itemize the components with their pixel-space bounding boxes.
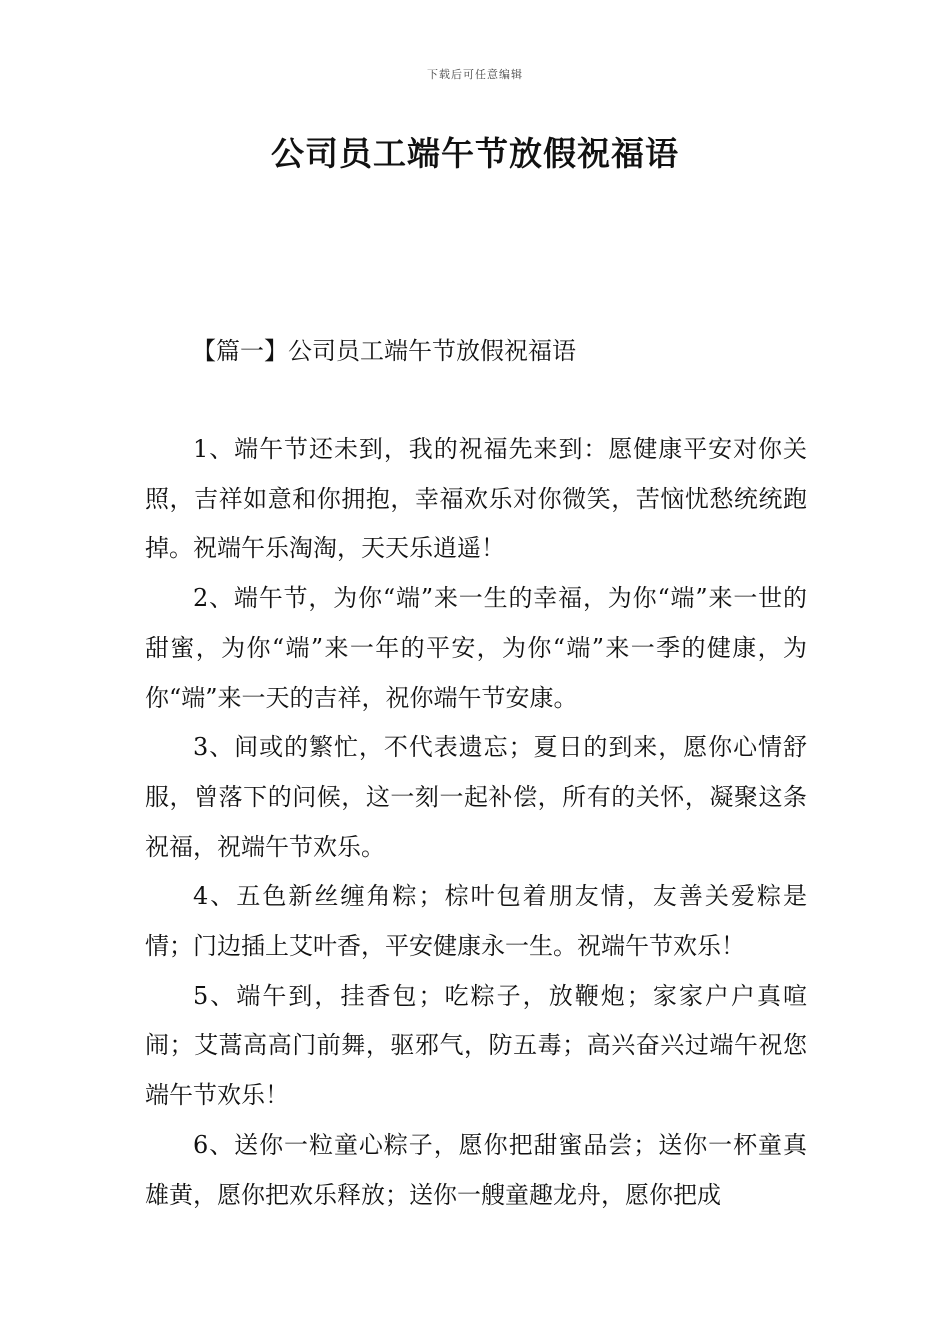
paragraph-6: 6、送你一粒童心粽子，愿你把甜蜜品尝；送你一杯童真雄黄，愿你把欢乐释放；送你一艘童趣龙舟，愿你把成 xyxy=(145,1130,807,1209)
paragraph-2: 2、端午节，为你“端”来一生的幸福，为你“端”来一世的甜蜜，为你“端”来一年的平安，为你“端”来一季的健康，为你“端”来一天的吉祥，祝你端午节安康。 xyxy=(145,584,807,712)
paragraph-4: 4、五色新丝缠角粽；棕叶包着朋友情，友善关爱粽是情；门边插上艾叶香，平安健康永一生。祝端午节欢乐！ xyxy=(145,882,807,961)
paragraph-1: 1、端午节还未到，我的祝福先来到：愿健康平安对你关照，吉祥如意和你拥抱，幸福欢乐对你微笑，苦恼忧愁统统跑掉。祝端午乐淘淘，天天乐逍遥！ xyxy=(145,435,807,563)
paragraph-5: 5、端午到，挂香包；吃粽子，放鞭炮；家家户户真喧闹；艾蒿高高门前舞，驱邪气，防五毒；高兴奋兴过端午祝您端午节欢乐！ xyxy=(145,981,807,1110)
paragraph-3: 3、间或的繁忙，不代表遗忘；夏日的到来，愿你心情舒服，曾落下的问候，这一刻一起补偿，所有的关怀，凝聚这条祝福，祝端午节欢乐。 xyxy=(145,733,807,861)
section-heading: 【篇一】公司员工端午节放假祝福语 xyxy=(192,337,576,365)
header-note: 下载后可任意编辑 xyxy=(427,68,523,81)
document-title: 公司员工端午节放假祝福语 xyxy=(271,134,679,173)
document-body xyxy=(145,425,807,1220)
